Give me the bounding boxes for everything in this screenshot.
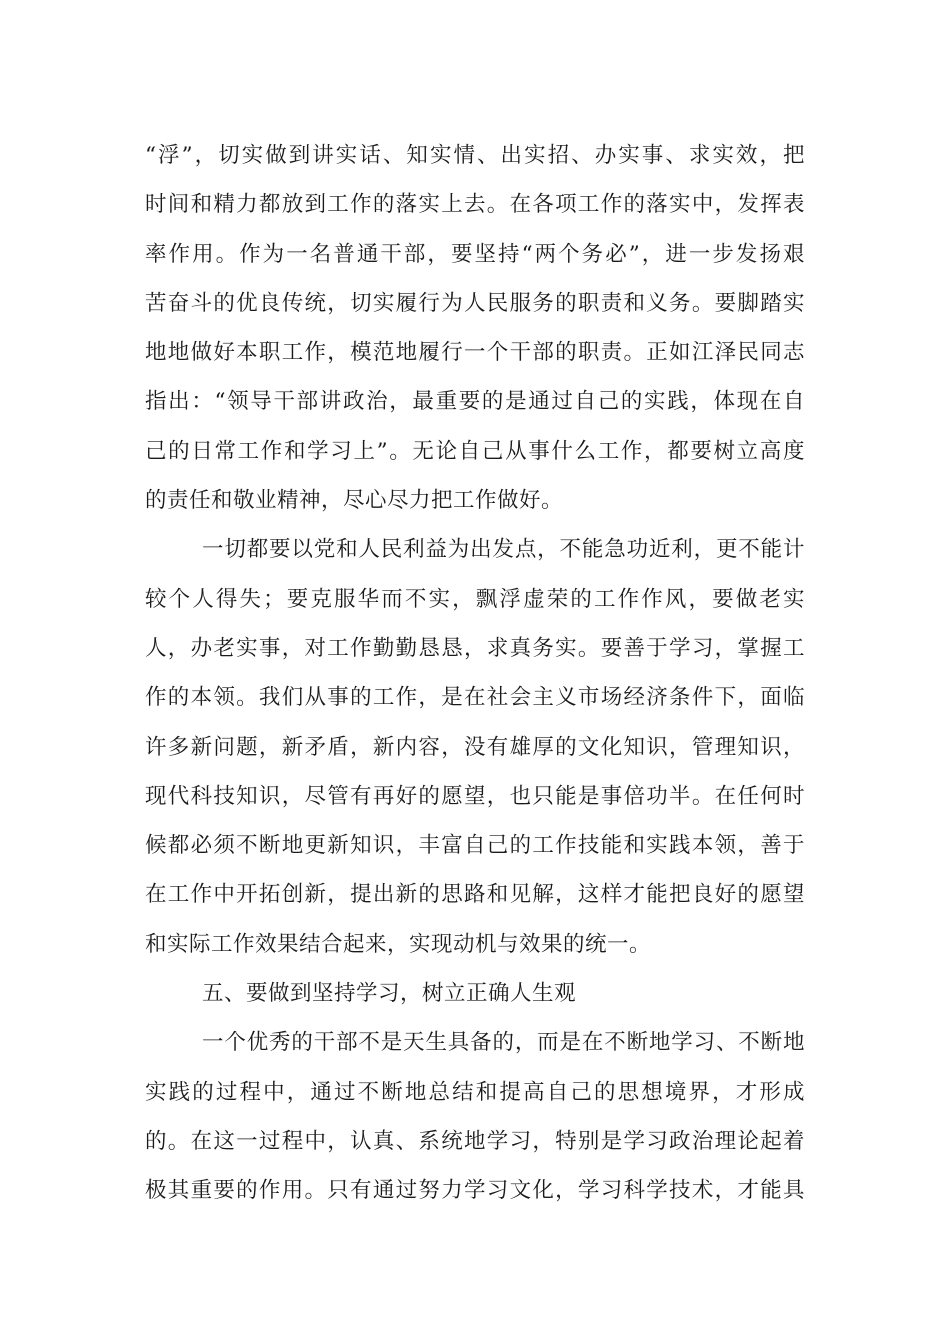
text-line: 地地做好本职工作，模范地履行一个干部的职责。正如江泽民同志 [145,340,805,366]
text-line: 现代科技知识，尽管有再好的愿望，也只能是事倍功半。在任何时 [145,783,805,809]
text-line: 苦奋斗的优良传统，切实履行为人民服务的职责和义务。要脚踏实 [145,290,805,316]
text-line: 一个优秀的干部不是天生具备的，而是在不断地学习、不断地 [202,1030,805,1056]
text-line: 和实际工作效果结合起来，实现动机与效果的统一。 [145,931,652,957]
text-line: 较个人得失；要克服华而不实，飘浮虚荣的工作作风，要做老实 [145,586,805,612]
text-line: 己的日常工作和学习上”。无论自己从事什么工作，都要树立高度 [145,438,805,464]
text-line: 人，办老实事，对工作勤勤恳恳，求真务实。要善于学习，掌握工 [145,635,805,661]
text-line: 一切都要以党和人民利益为出发点，不能急功近利，更不能计 [202,537,805,563]
text-line: 的责任和敬业精神，尽心尽力把工作做好。 [145,488,564,514]
text-line: 实践的过程中，通过不断地总结和提高自己的思想境界，才形成 [145,1079,805,1105]
text-line: 指出：“领导干部讲政治，最重要的是通过自己的实践，体现在自 [145,389,805,415]
text-line: 在工作中开拓创新，提出新的思路和见解，这样才能把良好的愿望 [145,882,805,908]
text-line: “浮”，切实做到讲实话、知实情、出实招、办实事、求实效，把 [145,143,805,168]
text-line: 时间和精力都放到工作的落实上去。在各项工作的落实中，发挥表 [145,192,805,218]
text-line: 许多新问题，新矛盾，新内容，没有雄厚的文化知识，管理知识， [145,734,805,760]
text-line: 极其重要的作用。只有通过努力学习文化，学习科学技术，才能具 [145,1178,805,1204]
text-line: 率作用。作为一名普通干部，要坚持“两个务必”，进一步发扬艰 [145,241,805,267]
text-line: 的。在这一过程中，认真、系统地学习，特别是学习政治理论起着 [145,1128,805,1154]
text-line: 候都必须不断地更新知识，丰富自己的工作技能和实践本领，善于 [145,833,805,859]
document-page [145,131,805,1216]
text-line: 作的本领。我们从事的工作，是在社会主义市场经济条件下，面临 [145,685,805,711]
section-heading: 五、要做到坚持学习，树立正确人生观 [202,981,577,1007]
